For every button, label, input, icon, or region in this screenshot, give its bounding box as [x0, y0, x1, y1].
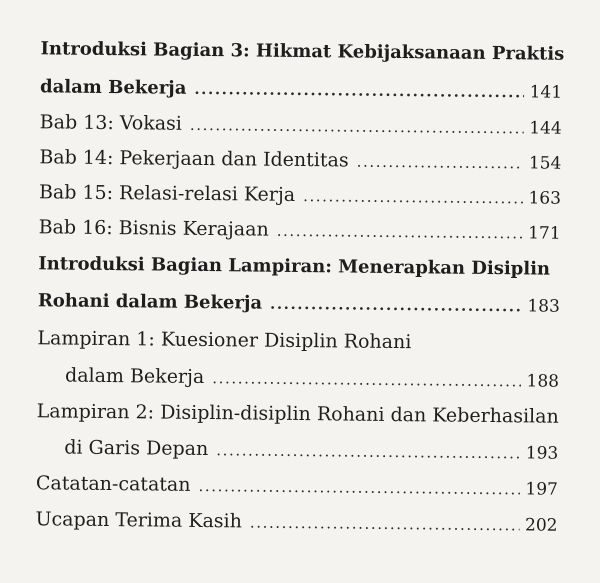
toc-entry-bab-15 — [39, 180, 561, 210]
toc-entry-ucapan-terima-kasih — [35, 507, 557, 537]
dot-leader — [357, 150, 523, 176]
toc-entry-catatan — [36, 471, 558, 501]
toc-entry-title: Bab 13: Vokasi — [39, 111, 183, 135]
toc-entry-title: Lampiran 2: Disiplin-disiplin Rohani dan Keberhasilan — [36, 400, 559, 428]
toc-page-number: 197 — [525, 479, 559, 500]
toc-entry-title: dalam Bekerja — [40, 76, 187, 99]
dot-leader — [198, 474, 519, 501]
toc-entry-title: Ucapan Terima Kasih — [35, 508, 243, 533]
toc-entry-part3-intro-line1 — [40, 37, 564, 66]
dot-leader — [250, 510, 519, 537]
toc-entry-title: Lampiran 1: Kuesioner Disiplin Rohani — [37, 327, 412, 354]
toc-entry-lampiran-2-line2 — [64, 436, 558, 466]
toc-entry-lampiran-2-line1 — [37, 399, 559, 428]
dot-leader — [277, 219, 523, 246]
toc-page-number: 144 — [529, 118, 562, 139]
toc-entry-appendix-intro-line1 — [38, 252, 550, 281]
toc-entry-bab-16 — [39, 215, 561, 245]
toc-page-number: 171 — [528, 223, 561, 244]
toc-entry-title: dalam Bekerja — [64, 364, 205, 389]
toc-entry-bab-13 — [40, 110, 562, 140]
dot-leader — [270, 292, 522, 319]
toc-page-number: 154 — [528, 153, 562, 174]
toc-page-number: 202 — [524, 515, 558, 536]
toc-entry-lampiran-1-line2 — [65, 364, 559, 394]
dot-leader — [190, 113, 524, 140]
toc-entry-title: Bab 16: Bisnis Kerajaan — [38, 216, 269, 241]
toc-entry-title: Bab 15: Relasi-relasi Kerja — [38, 181, 296, 206]
toc-page-number: 183 — [527, 296, 560, 317]
toc-page-number: 188 — [526, 371, 560, 392]
dot-leader — [303, 184, 523, 210]
toc-entry-title: Rohani dalam Bekerja — [37, 290, 263, 314]
toc-entry-lampiran-1-line1 — [37, 326, 411, 354]
toc-entry-title: Catatan-catatan — [35, 472, 191, 496]
toc-page-number: 163 — [528, 188, 562, 209]
toc-page-number: 141 — [529, 82, 563, 103]
toc-entry-title: Introduksi Bagian 3: Hikmat Kebijaksanaan Praktis — [40, 38, 565, 65]
toc-entry-bab-14 — [39, 145, 561, 175]
toc-page-number: 193 — [525, 443, 559, 464]
toc-entry-appendix-intro-line2 — [38, 289, 560, 318]
dot-leader — [216, 438, 520, 465]
toc-entry-title: Bab 14: Pekerjaan dan Identitas — [39, 146, 349, 172]
toc-entry-part3-intro-line2 — [40, 75, 562, 104]
dot-leader — [194, 77, 523, 104]
toc-entry-title: di Garis Depan — [64, 436, 209, 461]
dot-leader — [212, 366, 521, 393]
toc-entry-title: Introduksi Bagian Lampiran: Menerapkan Disiplin — [38, 253, 551, 280]
